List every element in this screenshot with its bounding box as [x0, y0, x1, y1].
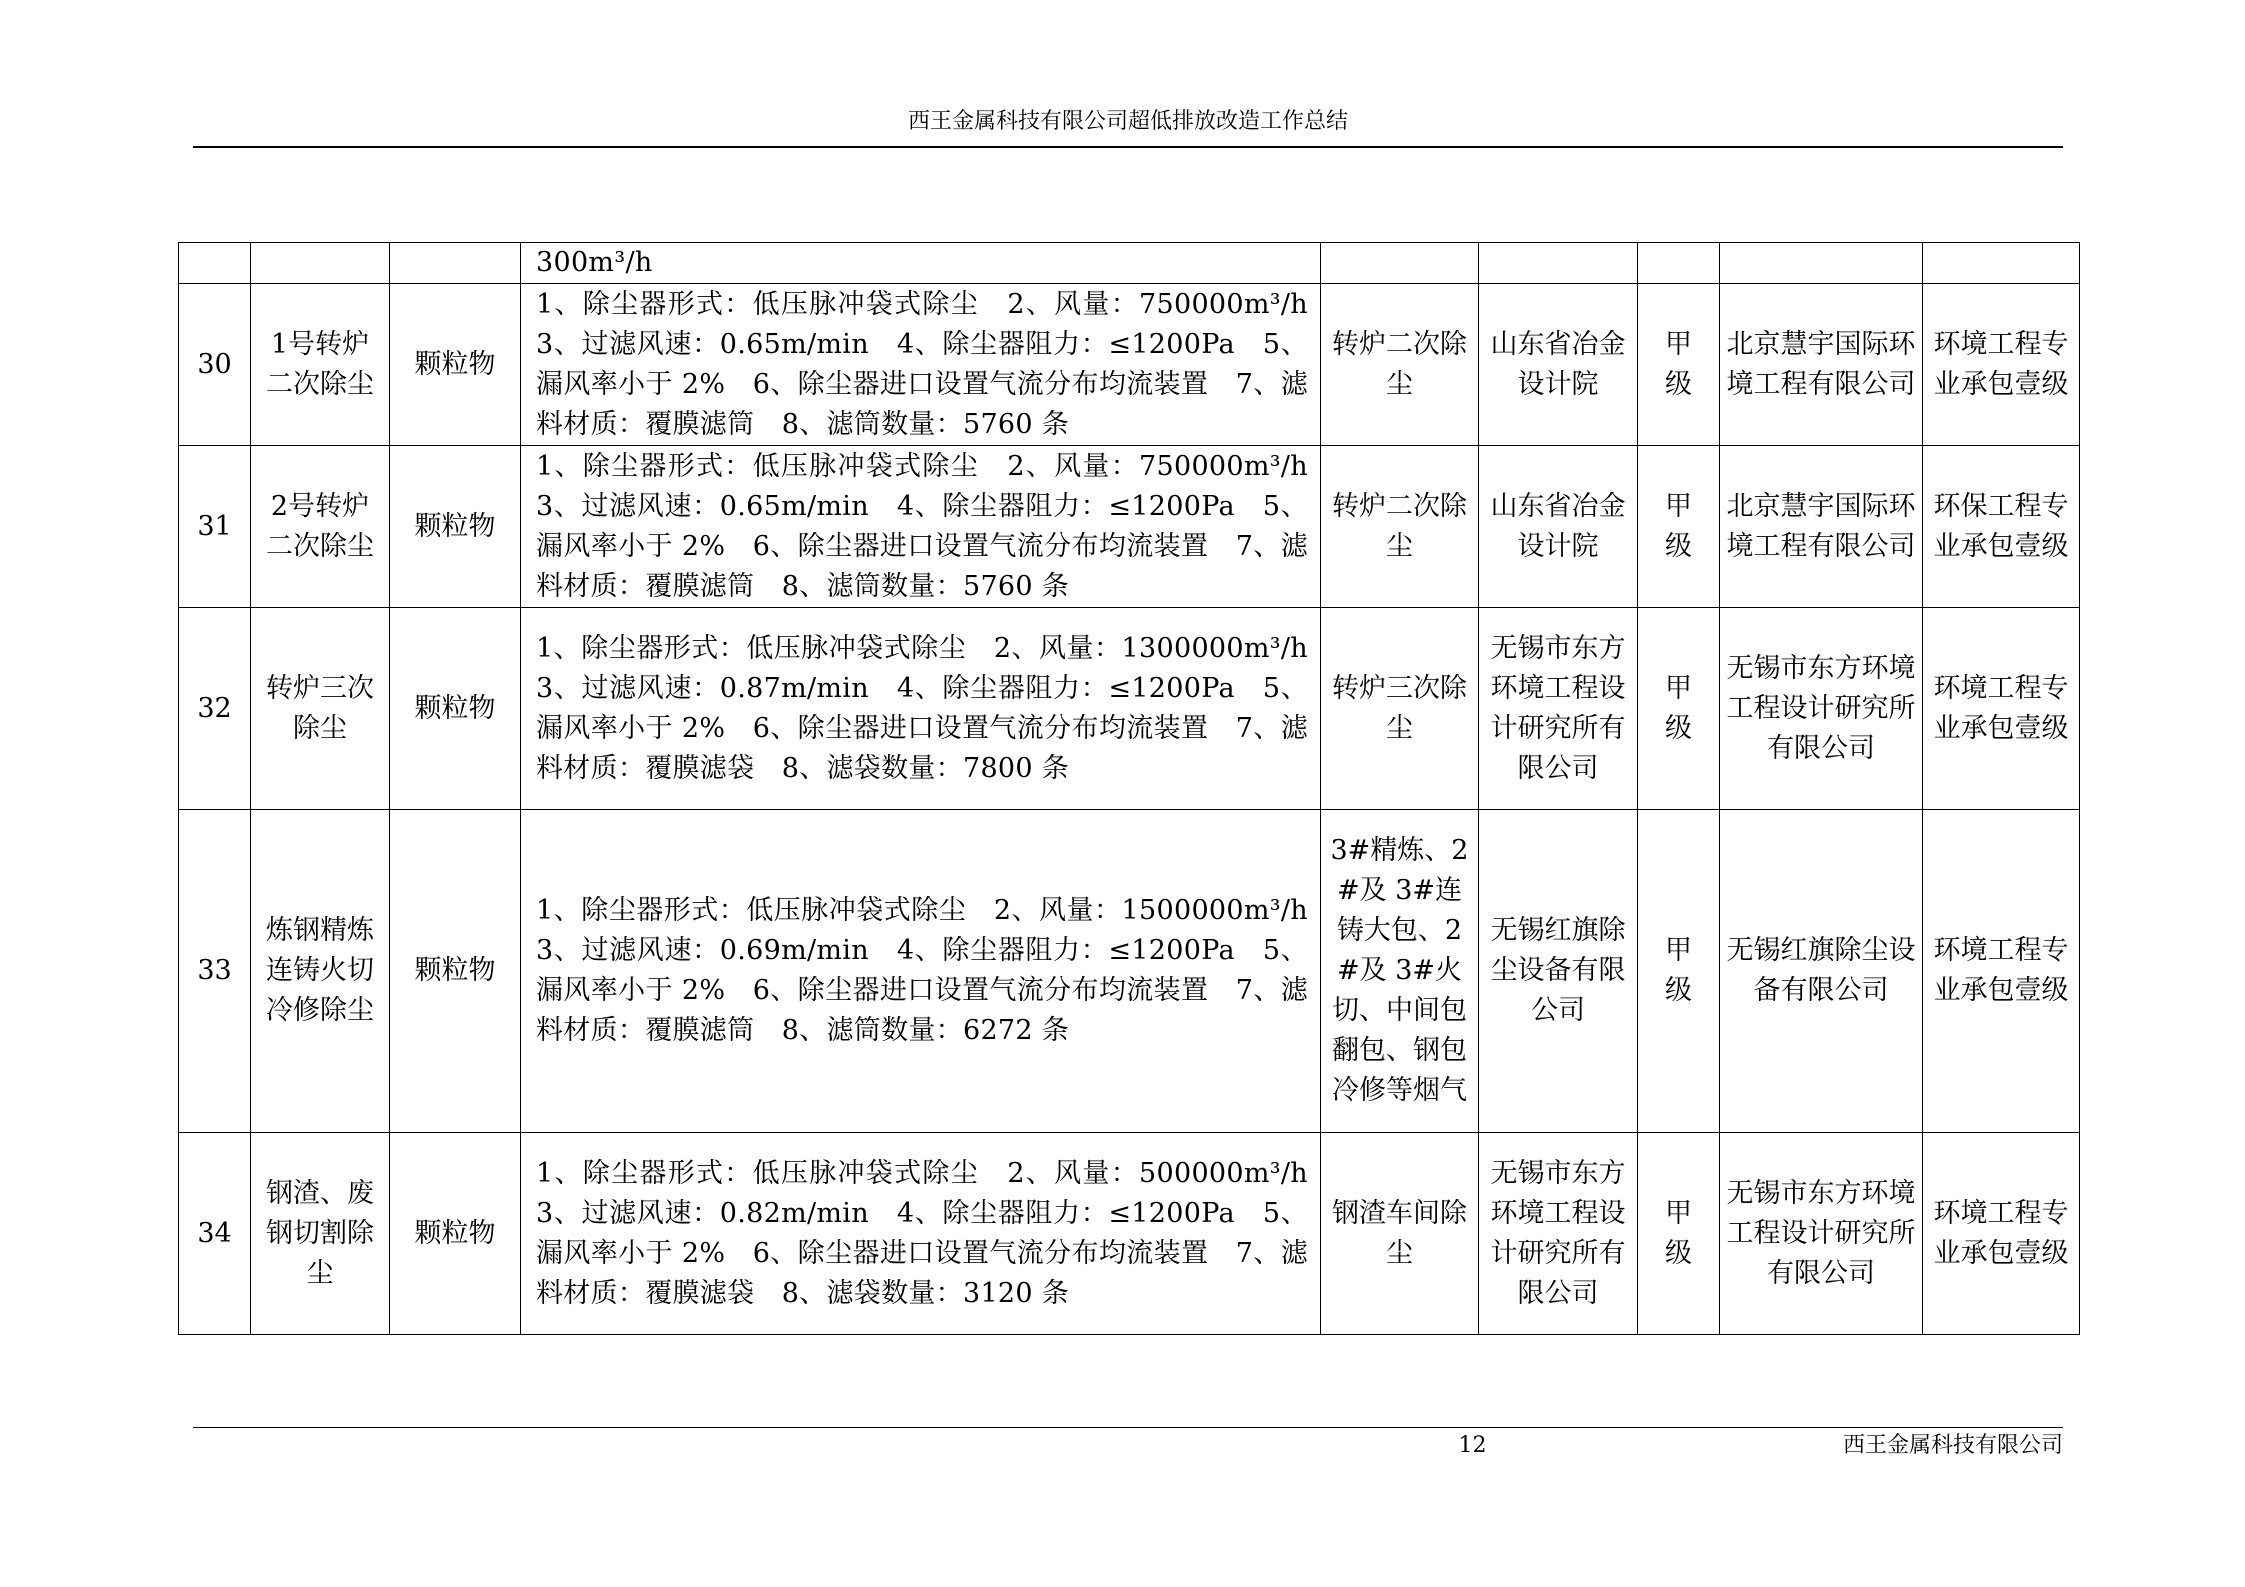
cell-designer: 无锡红旗除尘设备有限公司 [1479, 810, 1638, 1133]
header-divider [193, 146, 2063, 148]
cell-name: 炼钢精炼连铸火切冷修除尘 [251, 810, 390, 1133]
table-row [179, 810, 2080, 1133]
cell-scope [1321, 243, 1479, 284]
cell-scope: 转炉二次除尘 [1321, 446, 1479, 608]
cell-grade: 甲级 [1638, 446, 1720, 608]
cell-name: 转炉三次除尘 [251, 608, 390, 810]
footer-divider [193, 1427, 2063, 1428]
cell-pollutant: 颗粒物 [390, 1133, 521, 1335]
cell-name: 2号转炉二次除尘 [251, 446, 390, 608]
cell-pollutant: 颗粒物 [390, 284, 521, 446]
cell-designer: 无锡市东方环境工程设计研究所有限公司 [1479, 1133, 1638, 1335]
table-row [179, 284, 2080, 446]
cell-grade: 甲级 [1638, 810, 1720, 1133]
cell-designer: 山东省冶金设计院 [1479, 446, 1638, 608]
cell-grade [1638, 243, 1720, 284]
cell-qualification: 环保工程专业承包壹级 [1923, 446, 2080, 608]
cell-name [251, 243, 390, 284]
cell-pollutant: 颗粒物 [390, 810, 521, 1133]
cell-pollutant: 颗粒物 [390, 446, 521, 608]
cell-params: 1、除尘器形式：低压脉冲袋式除尘 2、风量：1300000m³/h 3、过滤风速：0.87m/min 4、除尘器阻力：≤1200Pa 5、漏风率小于 2% 6、除尘器进口设置气流分布均流装置 7、滤料材质：覆膜滤袋 8、滤袋数量：7800 条 [521, 608, 1321, 810]
page-number: 12 [1458, 1433, 1487, 1458]
cell-params: 1、除尘器形式：低压脉冲袋式除尘 2、风量：1500000m³/h 3、过滤风速：0.69m/min 4、除尘器阻力：≤1200Pa 5、漏风率小于 2% 6、除尘器进口设置气流分布均流装置 7、滤料材质：覆膜滤筒 8、滤筒数量：6272 条 [521, 810, 1321, 1133]
cell-designer: 无锡市东方环境工程设计研究所有限公司 [1479, 608, 1638, 810]
cell-contractor: 无锡市东方环境工程设计研究所有限公司 [1720, 1133, 1923, 1335]
cell-grade: 甲级 [1638, 608, 1720, 810]
cell-no: 32 [179, 608, 251, 810]
cell-contractor: 无锡市东方环境工程设计研究所有限公司 [1720, 608, 1923, 810]
cell-qualification [1923, 243, 2080, 284]
cell-name: 钢渣、废钢切割除尘 [251, 1133, 390, 1335]
cell-qualification: 环境工程专业承包壹级 [1923, 1133, 2080, 1335]
cell-designer [1479, 243, 1638, 284]
cell-contractor: 北京慧宇国际环境工程有限公司 [1720, 284, 1923, 446]
cell-scope: 钢渣车间除尘 [1321, 1133, 1479, 1335]
cell-qualification: 环境工程专业承包壹级 [1923, 810, 2080, 1133]
cell-scope: 转炉三次除尘 [1321, 608, 1479, 810]
cell-no: 30 [179, 284, 251, 446]
table-row [179, 608, 2080, 810]
dust-removal-table [178, 242, 2080, 1335]
cell-no: 31 [179, 446, 251, 608]
cell-contractor: 北京慧宇国际环境工程有限公司 [1720, 446, 1923, 608]
page-header-title: 西王金属科技有限公司超低排放改造工作总结 [907, 109, 1348, 134]
table-row [179, 1133, 2080, 1335]
cell-pollutant: 颗粒物 [390, 608, 521, 810]
cell-contractor [1720, 243, 1923, 284]
footer-company-name: 西王金属科技有限公司 [1842, 1433, 2063, 1458]
cell-grade: 甲级 [1638, 284, 1720, 446]
cell-no: 33 [179, 810, 251, 1133]
cell-params: 1、除尘器形式：低压脉冲袋式除尘 2、风量：750000m³/h 3、过滤风速：0.65m/min 4、除尘器阻力：≤1200Pa 5、漏风率小于 2% 6、除尘器进口设置气流分布均流装置 7、滤料材质：覆膜滤筒 8、滤筒数量：5760 条 [521, 284, 1321, 446]
cell-params: 1、除尘器形式：低压脉冲袋式除尘 2、风量：500000m³/h 3、过滤风速：0.82m/min 4、除尘器阻力：≤1200Pa 5、漏风率小于 2% 6、除尘器进口设置气流分布均流装置 7、滤料材质：覆膜滤袋 8、滤袋数量：3120 条 [521, 1133, 1321, 1335]
table-row [179, 446, 2080, 608]
cell-no [179, 243, 251, 284]
cell-pollutant [390, 243, 521, 284]
cell-params: 1、除尘器形式：低压脉冲袋式除尘 2、风量：750000m³/h 3、过滤风速：0.65m/min 4、除尘器阻力：≤1200Pa 5、漏风率小于 2% 6、除尘器进口设置气流分布均流装置 7、滤料材质：覆膜滤筒 8、滤筒数量：5760 条 [521, 446, 1321, 608]
cell-no: 34 [179, 1133, 251, 1335]
cell-qualification: 环境工程专业承包壹级 [1923, 284, 2080, 446]
cell-scope: 3#精炼、2#及 3#连铸大包、2#及 3#火切、中间包翻包、钢包冷修等烟气 [1321, 810, 1479, 1133]
cell-grade: 甲级 [1638, 1133, 1720, 1335]
cell-designer: 山东省冶金设计院 [1479, 284, 1638, 446]
cell-params: 300m³/h [521, 243, 1321, 284]
table-row-continuation [179, 243, 2080, 284]
cell-name: 1号转炉二次除尘 [251, 284, 390, 446]
cell-qualification: 环境工程专业承包壹级 [1923, 608, 2080, 810]
cell-contractor: 无锡红旗除尘设备有限公司 [1720, 810, 1923, 1133]
cell-scope: 转炉二次除尘 [1321, 284, 1479, 446]
